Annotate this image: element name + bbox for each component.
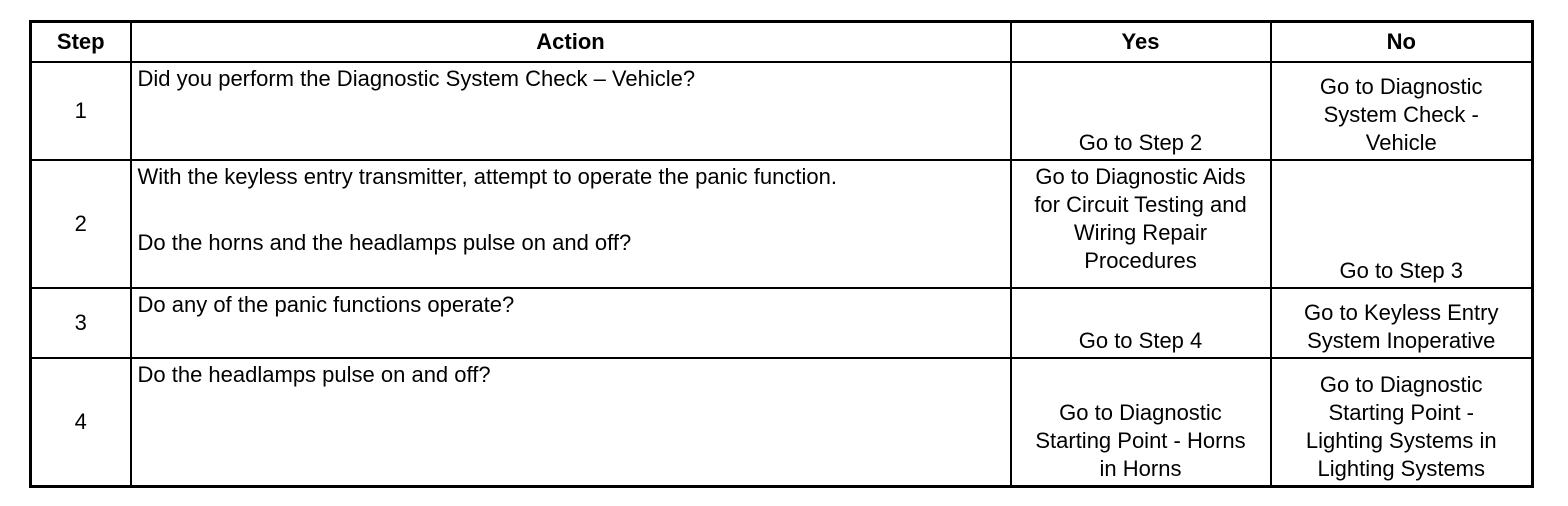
no-text: Go to Keyless Entry <box>1304 300 1499 326</box>
yes-cell <box>1011 358 1271 486</box>
no-cell <box>1271 160 1533 288</box>
table-row <box>31 62 1533 160</box>
no-text: Go to Step 3 <box>1339 258 1464 284</box>
yes-cell <box>1011 288 1271 358</box>
action-text: Did you perform the Diagnostic System Check – Vehicle? <box>137 66 696 91</box>
yes-text: Wiring Repair <box>1073 220 1208 246</box>
header-action: Action <box>131 22 1011 63</box>
yes-cell <box>1011 62 1271 160</box>
table-row <box>31 288 1533 358</box>
yes-text: Go to Diagnostic Aids <box>1035 164 1246 190</box>
no-text: Lighting Systems <box>1317 456 1486 481</box>
action-cell <box>131 62 1011 160</box>
yes-text: in Horns <box>1099 456 1182 481</box>
step-number: 1 <box>31 62 131 160</box>
action-text: Do any of the panic functions operate? <box>137 292 515 318</box>
no-text: Lighting Systems in <box>1305 428 1497 453</box>
step-number: 3 <box>31 288 131 358</box>
no-cell <box>1271 358 1533 486</box>
step-number: 4 <box>31 358 131 486</box>
no-text: Go to Diagnostic <box>1319 74 1483 100</box>
action-cell <box>131 358 1011 486</box>
action-text: With the keyless entry transmitter, attempt to operate the panic function. <box>137 164 837 190</box>
header-no: No <box>1271 22 1533 63</box>
action-cell <box>131 288 1011 358</box>
header-row <box>31 22 1533 63</box>
action-question: Do the horns and the headlamps pulse on and off? <box>137 230 632 256</box>
header-step: Step <box>31 22 131 63</box>
yes-text: Starting Point - Horns <box>1035 428 1246 453</box>
yes-cell <box>1011 160 1271 288</box>
no-cell <box>1271 288 1533 358</box>
no-text: Vehicle <box>1365 130 1437 156</box>
yes-text: for Circuit Testing and <box>1034 192 1247 218</box>
no-text: Go to Diagnostic <box>1319 372 1483 397</box>
no-text: Starting Point - <box>1328 400 1474 425</box>
yes-text: Go to Step 2 <box>1078 130 1203 156</box>
yes-text: Go to Step 4 <box>1078 328 1203 354</box>
action-text: Do the headlamps pulse on and off? <box>137 362 491 388</box>
no-text: System Check - <box>1323 102 1479 128</box>
header-yes: Yes <box>1011 22 1271 63</box>
no-cell <box>1271 62 1533 160</box>
no-text: System Inoperative <box>1307 328 1496 354</box>
action-cell <box>131 160 1011 288</box>
yes-text: Procedures <box>1084 248 1197 274</box>
table-row <box>31 358 1533 486</box>
diagnostic-table <box>29 20 1534 488</box>
step-number: 2 <box>31 160 131 288</box>
yes-text: Go to Diagnostic <box>1059 400 1222 425</box>
table-row <box>31 160 1533 288</box>
